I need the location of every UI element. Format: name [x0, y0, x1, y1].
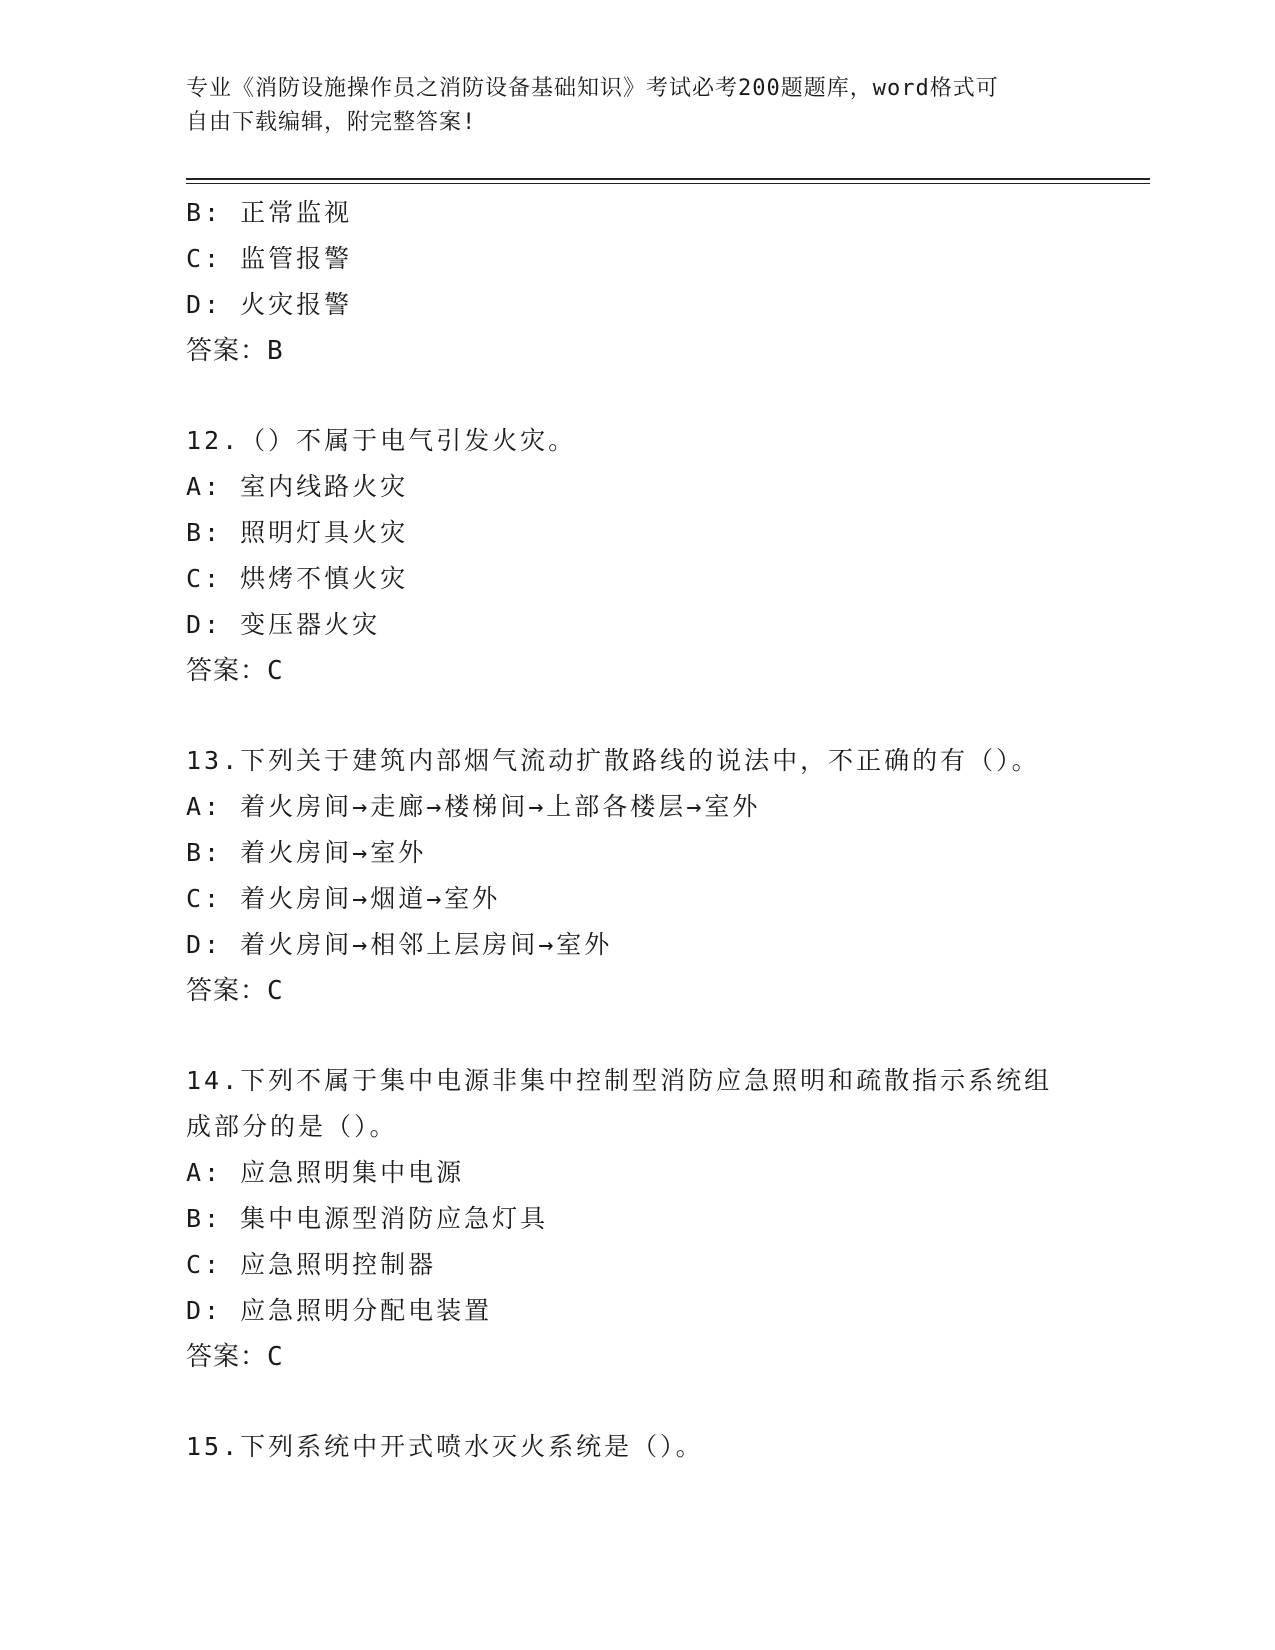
question-15 — [186, 1424, 1086, 1470]
answer-line: 答案：C — [186, 1342, 284, 1372]
option-d: D: 火灾报警 — [186, 290, 353, 319]
question-text-line-2: 成部分的是（）。 — [186, 1112, 398, 1141]
header-line-1: 专业《消防设施操作员之消防设备基础知识》考试必考200题题库，word格式可 — [186, 76, 999, 101]
question-11-tail — [186, 190, 1086, 374]
question-text-line-1: 14.下列不属于集中电源非集中控制型消防应急照明和疏散指示系统组 — [186, 1066, 1053, 1095]
option-c: C: 着火房间→烟道→室外 — [186, 884, 501, 913]
header-rule-thick — [186, 178, 1150, 180]
answer-line: 答案：C — [186, 976, 284, 1006]
question-text: 15.下列系统中开式喷水灭火系统是（）。 — [186, 1432, 704, 1461]
option-c: C: 应急照明控制器 — [186, 1250, 437, 1279]
option-c: C: 监管报警 — [186, 244, 353, 273]
header-line-2: 自由下载编辑，附完整答案! — [186, 110, 477, 135]
header-rule-thin — [186, 183, 1150, 184]
question-text: 12.（）不属于电气引发火灾。 — [186, 426, 577, 455]
question-list — [186, 190, 1086, 1514]
option-d: D: 应急照明分配电装置 — [186, 1296, 493, 1325]
option-d: D: 着火房间→相邻上层房间→室外 — [186, 930, 613, 959]
question-text: 13.下列关于建筑内部烟气流动扩散路线的说法中，不正确的有（）。 — [186, 746, 1040, 775]
document-header — [186, 72, 1076, 140]
option-b: B: 着火房间→室外 — [186, 838, 427, 867]
question-13 — [186, 738, 1086, 1014]
option-a: A: 着火房间→走廊→楼梯间→上部各楼层→室外 — [186, 792, 761, 821]
option-b: B: 集中电源型消防应急灯具 — [186, 1204, 549, 1233]
answer-line: 答案：C — [186, 656, 284, 686]
question-14 — [186, 1058, 1086, 1380]
option-a: A: 室内线路火灾 — [186, 472, 409, 501]
answer-line: 答案：B — [186, 336, 284, 366]
option-b: B: 正常监视 — [186, 198, 353, 227]
option-a: A: 应急照明集中电源 — [186, 1158, 465, 1187]
question-12 — [186, 418, 1086, 694]
option-c: C: 烘烤不慎火灾 — [186, 564, 409, 593]
option-b: B: 照明灯具火灾 — [186, 518, 409, 547]
option-d: D: 变压器火灾 — [186, 610, 381, 639]
